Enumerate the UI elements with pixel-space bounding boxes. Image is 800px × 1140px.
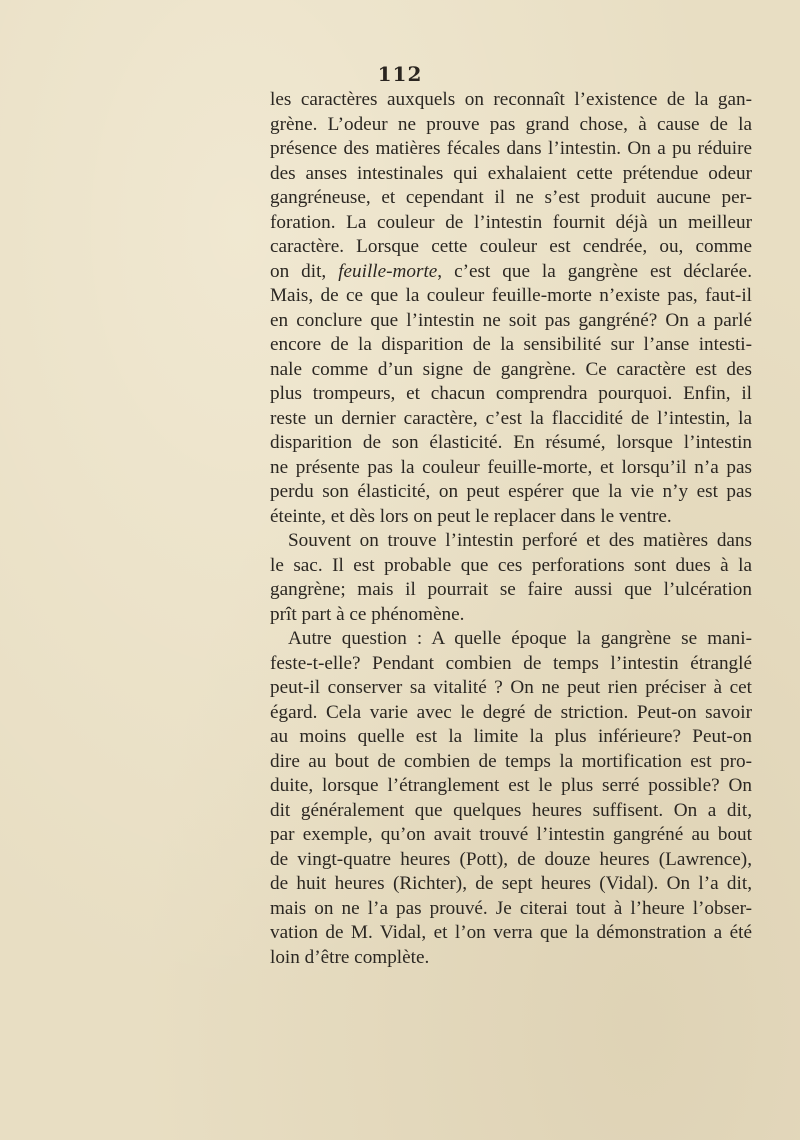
text-line: loin d’être complète.: [270, 946, 430, 968]
text-line: grène. L’odeur ne prouve pas grand chose, à cause de la: [270, 113, 752, 135]
text-line: de vingt-quatre heures (Pott), de douze heures (Lawrence),: [270, 848, 752, 870]
text-line: disparition de son élasticité. En résumé, lorsque l’intestin: [270, 432, 752, 453]
italic-term: feuille-morte: [338, 260, 438, 282]
text-line: plus trompeurs, et chacun comprendra pourquoi. Enfin, il: [270, 383, 752, 404]
text-line: prît part à ce phénomène.: [270, 603, 465, 625]
text-line: gangrène; mais il pourrait se faire aussi que l’ulcération: [270, 579, 752, 600]
text-line: reste un dernier caractère, c’est la flaccidité de l’intestin, la: [270, 407, 752, 429]
text-line: le sac. Il est probable que ces perforations sont dues à la: [270, 554, 752, 576]
text-line: foration. La couleur de l’intestin fournit déjà un meilleur: [270, 211, 752, 233]
text-line: peut-il conserver sa vitalité ? On ne peut rien préciser à cet: [270, 677, 752, 698]
text-line: Autre question : A quelle époque la gangrène se mani-: [288, 628, 752, 649]
text-line: feste-t-elle? Pendant combien de temps l’intestin étranglé: [270, 652, 752, 674]
text-line: au moins quelle est la limite la plus inférieure? Peut-on: [270, 726, 752, 747]
text-line: perdu son élasticité, on peut espérer que la vie n’y est pas: [270, 481, 752, 502]
paragraph: [270, 529, 752, 627]
text-line: en conclure que l’intestin ne soit pas gangréné? On a parlé: [270, 309, 752, 331]
page-number: 112: [377, 62, 423, 86]
text-line: gangréneuse, et cependant il ne s’est produit aucune per-: [270, 187, 752, 208]
text-line: Mais, de ce que la couleur feuille-morte n’existe pas, faut-il: [270, 285, 752, 306]
paragraph: [270, 88, 752, 529]
text-line: de huit heures (Richter), de sept heures (Vidal). On l’a dit,: [270, 873, 752, 894]
text-line: encore de la disparition de la sensibilité sur l’anse intesti-: [270, 334, 752, 355]
text-line: éteinte, et dès lors on peut le replacer dans le ventre.: [270, 505, 672, 527]
text-line: dit généralement que quelques heures suffisent. On a dit,: [270, 799, 752, 821]
paragraph: [270, 627, 752, 970]
text-line: nale comme d’un signe de gangrène. Ce caractère est des: [270, 358, 752, 380]
text-line: les caractères auxquels on reconnaît l’existence de la gan-: [270, 89, 752, 110]
text-line: dire au bout de combien de temps la mortification est pro-: [270, 750, 752, 772]
text-line: égard. Cela varie avec le degré de striction. Peut-on savoir: [270, 701, 752, 723]
text-line: vation de M. Vidal, et l’on verra que la démonstration a été: [270, 922, 752, 943]
text-line: Souvent on trouve l’intestin perforé et des matières dans: [288, 530, 752, 551]
text-line: caractère. Lorsque cette couleur est cendrée, ou, comme: [270, 236, 752, 257]
text-line: on dit, feuille-morte, c’est que la gangrène est déclarée.: [270, 260, 752, 282]
text-line: des anses intestinales qui exhalaient cette prétendue odeur: [270, 162, 752, 184]
text-line: présence des matières fécales dans l’intestin. On a pu réduire: [270, 138, 752, 159]
text-line: mais on ne l’a pas prouvé. Je citerai tout à l’heure l’obser-: [270, 897, 752, 919]
text-line: duite, lorsque l’étranglement est le plus serré possible? On: [270, 775, 752, 796]
text-line: ne présente pas la couleur feuille-morte, et lorsqu’il n’a pas: [270, 456, 752, 478]
text-line: par exemple, qu’on avait trouvé l’intestin gangréné au bout: [270, 824, 752, 845]
body-text: [270, 88, 752, 970]
